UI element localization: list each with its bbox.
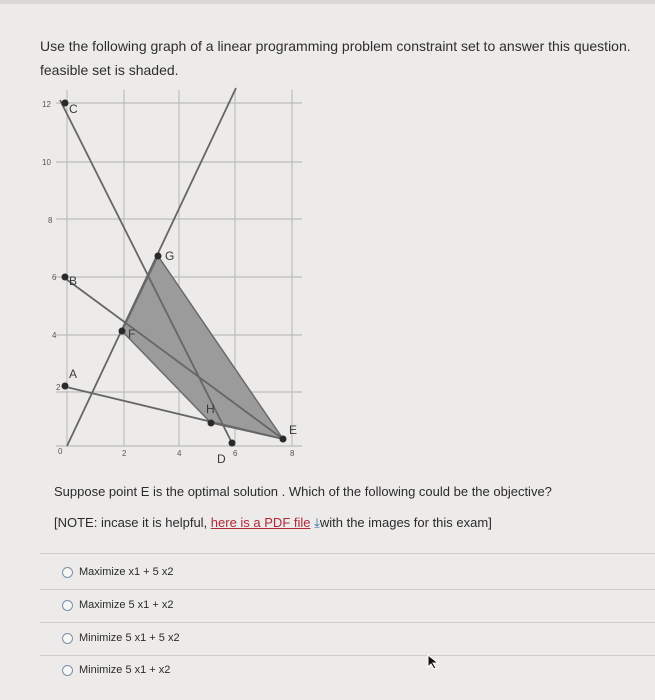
point-e [280, 436, 287, 443]
option-label: Minimize 5 x1 + x2 [79, 664, 171, 676]
divider [40, 589, 655, 590]
x-tick-2: 2 [122, 449, 127, 458]
point-g [155, 253, 162, 260]
pdf-note [54, 515, 492, 531]
radio-button[interactable] [62, 600, 73, 611]
note-suffix: with the images for this exam] [319, 515, 492, 530]
x-tick-8: 8 [290, 449, 295, 458]
feasible-region [122, 256, 283, 439]
point-b [62, 274, 69, 281]
lp-constraint-graph [36, 86, 306, 476]
note-prefix: [NOTE: incase it is helpful, [54, 515, 211, 530]
radio-button[interactable] [62, 567, 73, 578]
option-maximize-5x1-x2[interactable] [62, 599, 173, 611]
question-line-1: Use the following graph of a linear programming problem constraint set to answer this question. [40, 38, 631, 54]
y-tick-8: 8 [48, 216, 53, 225]
point-label-d: D [217, 452, 226, 466]
option-label: Minimize 5 x1 + 5 x2 [79, 632, 180, 644]
point-label-g: G [165, 249, 175, 263]
point-label-h: H [206, 402, 215, 416]
radio-button[interactable] [62, 665, 73, 676]
x-tick-0: 0 [58, 447, 63, 456]
radio-button[interactable] [62, 633, 73, 644]
objective-prompt: Suppose point E is the optimal solution . Which of the following could be the objective? [54, 484, 552, 499]
divider [40, 622, 655, 623]
point-c [62, 100, 69, 107]
point-f [119, 328, 126, 335]
x-tick-6: 6 [233, 449, 238, 458]
pdf-file-link[interactable]: here is a PDF file [210, 515, 311, 530]
point-label-e: E [289, 423, 298, 437]
y-tick-2: 2 [56, 383, 61, 392]
option-minimize-5x1-5x2[interactable] [62, 632, 180, 644]
y-tick-12: 12 [42, 100, 51, 109]
divider [40, 553, 655, 554]
point-label-c: C [69, 102, 78, 116]
question-line-2: feasible set is shaded. [40, 62, 179, 78]
y-tick-6: 6 [52, 273, 57, 282]
option-minimize-5x1-x2[interactable] [62, 664, 170, 676]
download-icon[interactable]: ⤓ [314, 515, 320, 530]
point-label-a: A [69, 367, 78, 381]
point-label-b: B [69, 274, 78, 288]
point-a [62, 383, 69, 390]
point-d [229, 440, 236, 447]
option-label: Maximize x1 + 5 x2 [79, 566, 174, 578]
x-tick-4: 4 [177, 449, 182, 458]
y-tick-4: 4 [52, 331, 57, 340]
question-text [40, 34, 655, 82]
divider [40, 655, 655, 656]
mouse-cursor-icon [427, 654, 441, 670]
y-tick-10: 10 [42, 158, 51, 167]
option-label: Maximize 5 x1 + x2 [79, 599, 174, 611]
option-maximize-x1-5x2[interactable] [62, 566, 173, 578]
point-h [208, 420, 215, 427]
point-label-f: F [128, 327, 136, 341]
top-divider [0, 0, 655, 4]
